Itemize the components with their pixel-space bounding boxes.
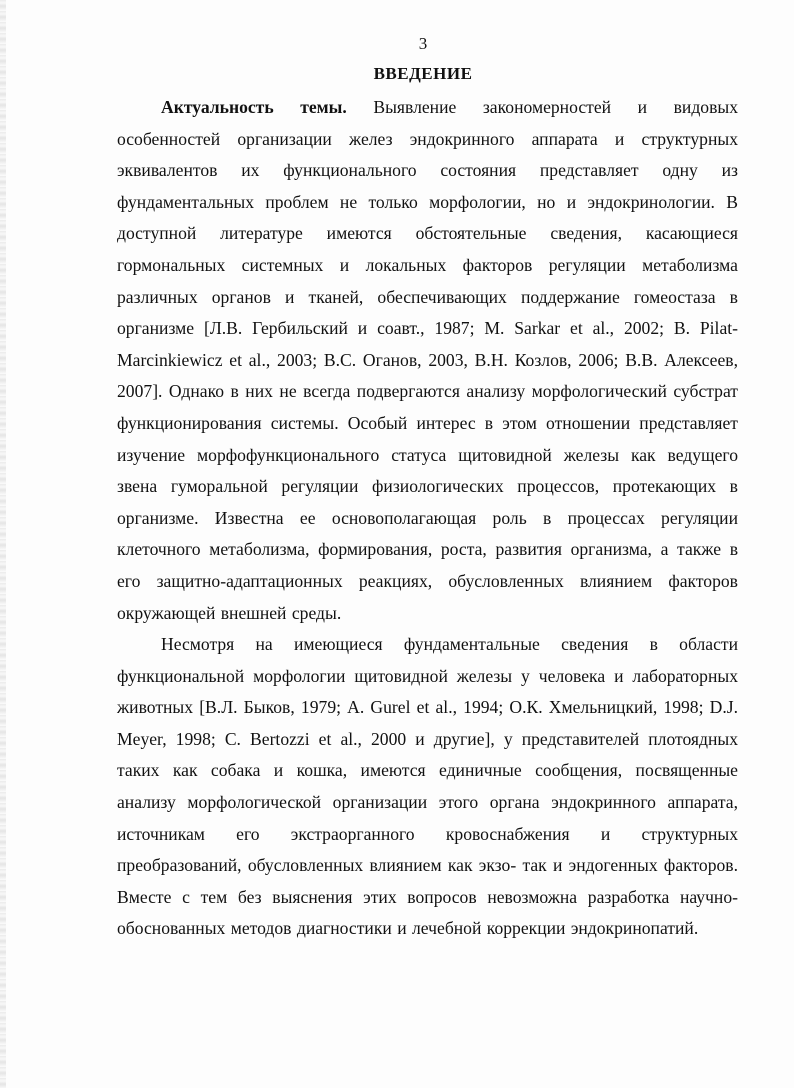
paragraph-text: Выявление закономерностей и видовых особенностей организации желез эндокринного аппарата и структурных эквивалентов их функционального состояния представляет одну из фундаментальных проблем не только морфологии, но и эндокринологии. В доступной литературе имеются обстоятельные сведения, касающиеся гормональных системных и локальных факторов регуляции метаболизма различных органов и тканей, обеспечивающих поддержание гомеостаза в организме [Л.В. Гербильский и соавт., 1987; M. Sarkar et al., 2002; B. Pilat-Marcinkiewicz et al., 2003; В.С. Оганов, 2003, В.Н. Козлов, 2006; В.В. Алексеев, 2007]. Однако в них не всегда подвергаются анализу морфологический субстрат функционирования системы. Особый интерес в этом отношении представляет изучение морфофункционального статуса щитовидной железы как ведущего звена гуморальной регуляции физиологических процессов, протекающих в организме. Известна ее основополагающая роль в процессах регуляции клеточного метаболизма, формирования, роста, развития организма, а также в его защитно-адаптационных реакциях, обусловленных влиянием факторов окружающей внешней среды.	[117, 97, 738, 623]
paragraph-background	[117, 629, 738, 945]
section-heading: ВВЕДЕНИЕ	[373, 64, 473, 83]
scan-edge-artifact	[0, 0, 6, 1088]
page-number: 3	[418, 34, 428, 53]
paragraph-relevance	[117, 92, 738, 629]
body-text	[117, 92, 738, 945]
paragraph-lead: Актуальность темы.	[161, 97, 347, 117]
paragraph-text: Несмотря на имеющиеся фундаментальные сведения в области функциональной морфологии щитовидной железы у человека и лабораторных животных [В.Л. Быков, 1979; A. Gurel et al., 1994; О.К. Хмельницкий, 1998; D.J. Meyer, 1998; C. Bertozzi et al., 2000 и другие], у представителей плотоядных таких как собака и кошка, имеются единичные сообщения, посвященные анализу морфологической организации этого органа эндокринного аппарата, источникам его экстраорганного кровоснабжения и структурных преобразований, обусловленных влиянием как экзо- так и эндогенных факторов. Вместе с тем без выяснения этих вопросов невозможна разработка научно-обоснованных методов диагностики и лечебной коррекции эндокринопатий.	[117, 634, 738, 939]
